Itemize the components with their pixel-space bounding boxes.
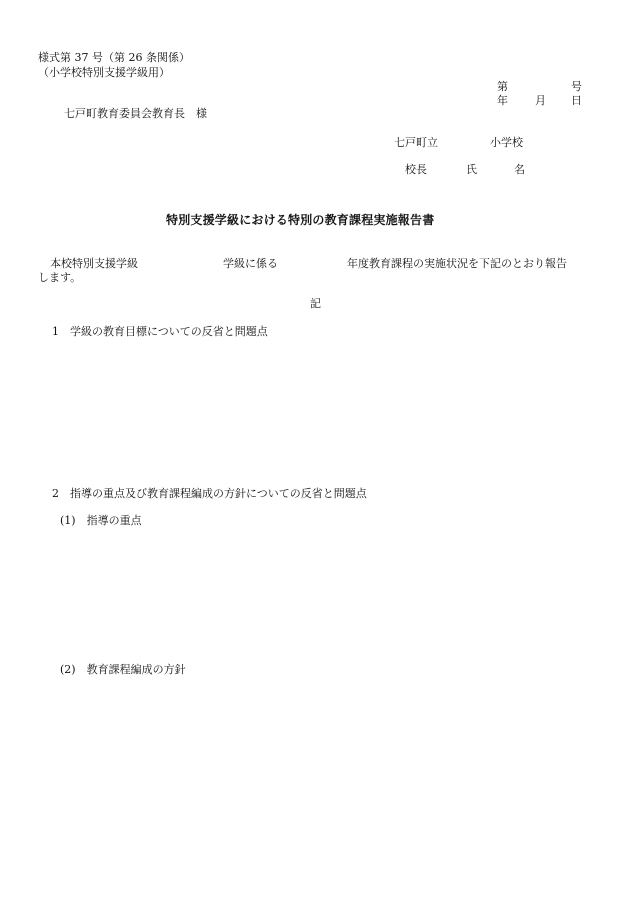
sender-role: 校長	[405, 163, 427, 176]
ki-heading: 記	[310, 297, 321, 310]
section-2-2-heading: (2) 教育課程編成の方針	[60, 663, 186, 676]
section-1-heading: 1 学級の教育目標についての反省と問題点	[52, 325, 268, 338]
date-year: 年	[497, 94, 508, 107]
addressee: 七戸町教育委員会教育長 様	[64, 107, 207, 120]
intro-part2: 学級に係る	[223, 257, 278, 270]
section-2-heading: 2 指導の重点及び教育課程編成の方針についての反省と問題点	[52, 487, 367, 500]
date-day: 日	[571, 94, 582, 107]
doc-number-suffix: 号	[571, 80, 582, 93]
document-title: 特別支援学級における特別の教育課程実施報告書	[166, 213, 435, 227]
sender-town: 七戸町立	[394, 136, 438, 149]
sender-name-left: 氏	[466, 163, 477, 176]
sender-name-right: 名	[514, 163, 525, 176]
sender-school: 小学校	[490, 136, 523, 149]
form-number: 様式第 37 号（第 26 条関係）	[38, 51, 190, 64]
intro-part3: 年度教育課程の実施状況を下記のとおり報告	[347, 257, 567, 270]
form-type: （小学校特別支援学級用）	[38, 66, 170, 79]
intro-line2: します。	[38, 271, 82, 284]
doc-number-prefix: 第	[497, 80, 508, 93]
date-month: 月	[535, 94, 546, 107]
section-2-1-heading: (1) 指導の重点	[60, 514, 142, 527]
intro-part1: 本校特別支援学級	[50, 257, 138, 270]
